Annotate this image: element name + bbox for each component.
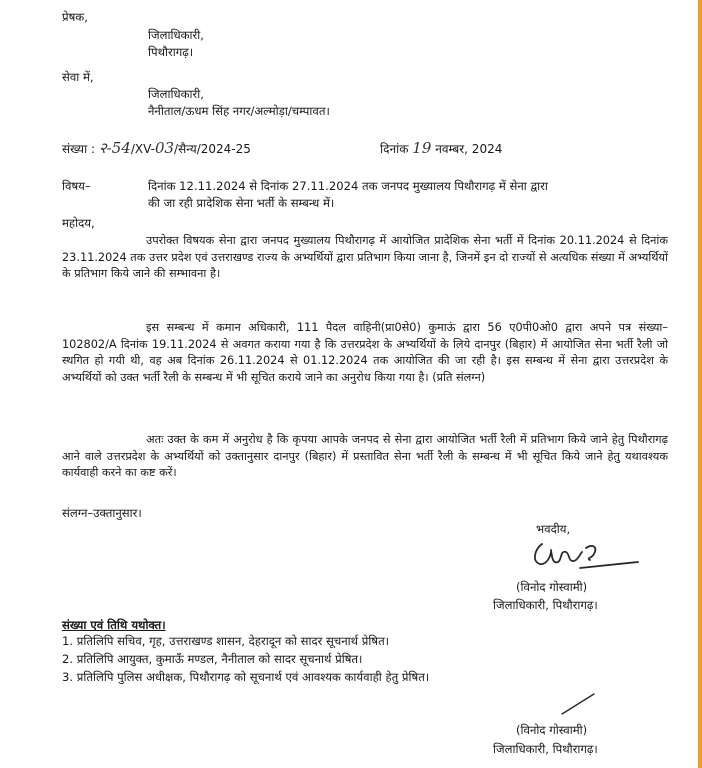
subject-line2: की जा रही प्रादेशिक सेना भर्ती के सम्बन्ध में। — [148, 196, 335, 210]
copy-item-1: 1. प्रतिलिपि सचिव, गृह, उत्तराखण्ड शासन, देहरादून को सादर सूचनार्थ प्रेषित। — [62, 634, 390, 648]
paragraph-2: इस सम्बन्ध में कमान अधिकारी, 111 पैदल वाहिनी(प्रा0से0) कुमाऊं द्वारा 56 ए0पी0ओ0 द्वारा अपने पत्र संख्या– 102802/A दिनांक 19.11.2024 से अवगत कराया गया है कि उत्तरप्रदेश के अभ्यर्थियों के लिये दानपुर (बिहार) में आयोजित सेना भर्ती रैली जो स्थगित हो गयी थी, वह अब दिनांक 26.11.2024 से 01.12.2024 तक आयोजित की जा रही है। इस सम्बन्ध में सेना द्वारा उत्तरप्रदेश के अभ्यर्थियों को उक्त भर्ती रैली के सम्बन्ध में भी सूचित कराये जाने का अनुरोध किया गया है। (प्रति संलग्न) — [62, 321, 668, 384]
from-label: प्रेषक, — [62, 10, 88, 24]
initial-mark — [558, 690, 598, 718]
salutation: महोदय, — [62, 216, 95, 230]
yours-faithfully: भवदीय, — [536, 522, 571, 536]
reference-suffix: /सैन्य/2024-25 — [174, 142, 251, 156]
reference-number — [62, 140, 251, 157]
reference-prefix: संख्या : — [62, 142, 99, 156]
date-rest: नवम्बर, 2024 — [431, 142, 503, 156]
signatory-name-2: (विनोद गोस्वामी) — [516, 723, 588, 737]
date-day: 19 — [412, 139, 432, 157]
reference-hand2: 54 — [111, 139, 131, 157]
reference-mid: /XV- — [130, 142, 155, 156]
reference-hand1: २- — [98, 139, 112, 157]
page-edge-rule — [698, 0, 702, 768]
to-label: सेवा में, — [62, 70, 94, 84]
reference-date — [380, 140, 502, 157]
paragraph-3: अतः उक्त के कम में अनुरोध है कि कृपया आपके जनपद से सेना द्वारा आयोजित भर्ती रैली में प्रतिभाग किये जाने हेतु पिथौरागढ़ आने वाले उत्तरप्रदेश के अभ्यर्थियों को उक्तानुसार दानपुर (बिहार) में प्रस्तावित सेना भर्ती रैली के सम्बन्ध में भी सूचित किये जाने हेतु यथावश्यक कार्यवाही करने का कष्ट करें। — [62, 433, 668, 479]
paragraph-1: उपरोक्त विषयक सेना द्वारा जनपद मुख्यालय पिथौरागढ़ में आयोजित प्रादेशिक सेना भर्ती में दिनांक 20.11.2024 से दिनांक 23.11.2024 तक उत्तर प्रदेश एवं उत्तराखण्ड राज्य के अभ्यर्थियों द्वारा प्रतिभाग किया जाना है, जिनमें इन दो राज्यों से अत्यधिक संख्या में अभ्यर्थियों के प्रतिभाग किये जाने की सम्भावना है। — [62, 234, 668, 280]
copy-item-2: 2. प्रतिलिपि आयुक्त, कुमाऊँ मण्डल, नैनीताल को सादर सूचनार्थ प्रेषित। — [62, 652, 363, 666]
signatory-designation: जिलाधिकारी, पिथौरागढ़। — [493, 598, 598, 612]
from-line1: जिलाधिकारी, — [148, 28, 204, 42]
signatory-name: (विनोद गोस्वामी) — [516, 580, 588, 594]
to-line1: जिलाधिकारी, — [148, 87, 204, 101]
signatory-designation-2: जिलाधिकारी, पिथौरागढ़। — [493, 742, 598, 756]
copy-item-3: 3. प्रतिलिपि पुलिस अधीक्षक, पिथौरागढ़ को सूचनार्थ एवं आवश्यक कार्यवाही हेतु प्रेषित। — [62, 670, 430, 684]
enclosure-note: संलग्न–उक्तानुसार। — [62, 506, 142, 520]
from-line2: पिथौरागढ़। — [148, 45, 194, 59]
date-label: दिनांक — [380, 142, 413, 156]
subject-label: विषय– — [62, 179, 91, 193]
to-line2: नैनीताल/ऊधम सिंह नगर/अल्मोड़ा/चम्पावत। — [148, 104, 330, 118]
subject-line1: दिनांक 12.11.2024 से दिनांक 27.11.2024 तक जनपद मुख्यालय पिथौरागढ़ में सेना द्वारा — [148, 179, 548, 193]
copies-heading: संख्या एवं तिथि यथोक्त। — [62, 618, 166, 632]
reference-hand3: 03 — [154, 139, 175, 157]
signature-image — [520, 528, 640, 576]
